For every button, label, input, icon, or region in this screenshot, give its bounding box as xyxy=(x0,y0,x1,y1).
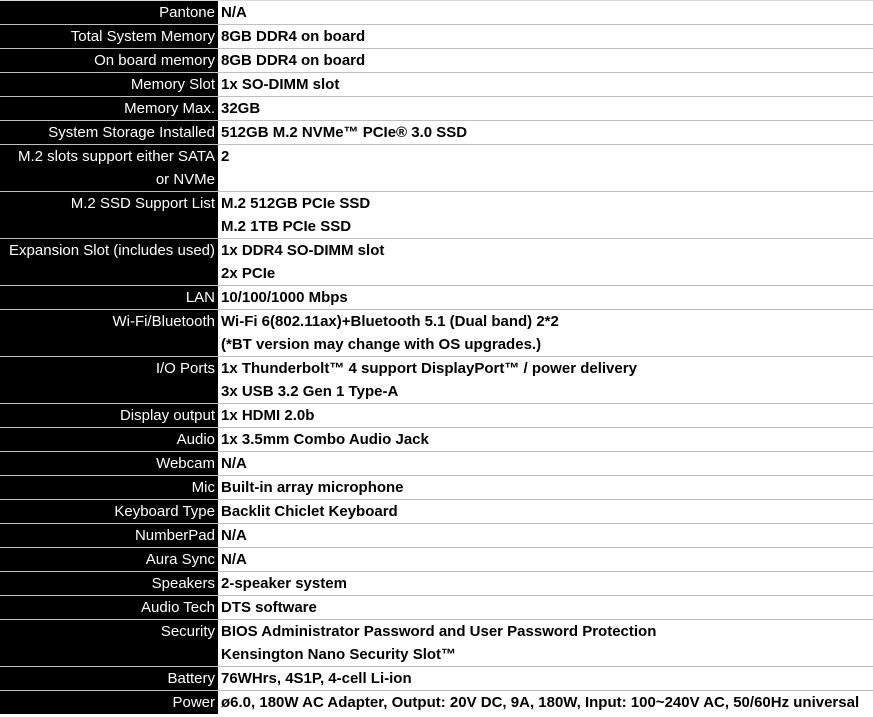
spec-value xyxy=(218,499,873,523)
spec-value xyxy=(218,96,873,120)
spec-label-text: M.2 SSD Support List xyxy=(70,195,215,212)
spec-label-text: Power xyxy=(172,694,215,711)
spec-label xyxy=(0,403,218,427)
spec-value-line: 8GB DDR4 on board xyxy=(221,28,366,45)
spec-value-line: 8GB DDR4 on board xyxy=(221,52,366,69)
spec-value-line: DTS software xyxy=(221,599,317,616)
spec-value-line xyxy=(221,168,873,191)
spec-value-line: 76WHrs, 4S1P, 4-cell Li-ion xyxy=(221,670,412,687)
spec-value xyxy=(218,619,873,666)
spec-value xyxy=(218,120,873,144)
spec-row xyxy=(0,96,873,120)
spec-label xyxy=(0,619,218,666)
spec-value-line: Wi-Fi 6(802.11ax)+Bluetooth 5.1 (Dual band) 2*2 xyxy=(221,313,559,330)
spec-label xyxy=(0,238,218,285)
spec-value-line: 1x 3.5mm Combo Audio Jack xyxy=(221,431,429,448)
spec-row xyxy=(0,144,873,191)
spec-label-text: Mic xyxy=(191,479,215,496)
spec-value-line: (*BT version may change with OS upgrades.) xyxy=(221,336,542,353)
spec-value xyxy=(218,666,873,690)
spec-row xyxy=(0,499,873,523)
spec-label xyxy=(0,356,218,403)
spec-label xyxy=(0,523,218,547)
spec-row xyxy=(0,285,873,309)
spec-label-text: Webcam xyxy=(156,455,215,472)
spec-label xyxy=(0,24,218,48)
spec-value-line: N/A xyxy=(221,4,247,21)
spec-value-line: 3x USB 3.2 Gen 1 Type-A xyxy=(221,383,399,400)
spec-row xyxy=(0,427,873,451)
spec-label xyxy=(0,72,218,96)
spec-row xyxy=(0,571,873,595)
spec-label xyxy=(0,427,218,451)
spec-row xyxy=(0,595,873,619)
spec-label-text: On board memory xyxy=(94,52,215,69)
spec-row xyxy=(0,475,873,499)
spec-value-line: 32GB xyxy=(221,100,261,117)
spec-label-text: Display output xyxy=(119,407,215,424)
spec-label xyxy=(0,285,218,309)
spec-row xyxy=(0,451,873,475)
spec-label xyxy=(0,191,218,238)
spec-value xyxy=(218,285,873,309)
spec-label xyxy=(0,690,218,714)
spec-value xyxy=(218,48,873,72)
spec-row xyxy=(0,120,873,144)
spec-value xyxy=(218,24,873,48)
spec-value xyxy=(218,72,873,96)
spec-label-text: Battery xyxy=(167,670,215,687)
spec-value xyxy=(218,571,873,595)
spec-row xyxy=(0,24,873,48)
spec-value-line: 2x PCIe xyxy=(221,265,276,282)
spec-label xyxy=(0,144,218,191)
spec-value-line: N/A xyxy=(221,527,247,544)
spec-label-line: M.2 slots support either SATA xyxy=(17,148,215,165)
spec-value xyxy=(218,144,873,191)
spec-value-line: 1x HDMI 2.0b xyxy=(221,407,315,424)
spec-row xyxy=(0,191,873,238)
spec-row xyxy=(0,523,873,547)
spec-label xyxy=(0,48,218,72)
spec-row xyxy=(0,356,873,403)
spec-value xyxy=(218,191,873,238)
spec-value-line: 1x SO-DIMM slot xyxy=(221,76,340,93)
spec-label-text: NumberPad xyxy=(134,527,215,544)
spec-value xyxy=(218,547,873,571)
spec-label-text: Aura Sync xyxy=(145,551,215,568)
spec-value xyxy=(218,356,873,403)
spec-label-text: Security xyxy=(160,623,215,640)
spec-value xyxy=(218,0,873,24)
spec-row xyxy=(0,238,873,285)
spec-value-line: Backlit Chiclet Keyboard xyxy=(221,503,398,520)
spec-label-text: Audio Tech xyxy=(141,599,215,616)
spec-label xyxy=(0,547,218,571)
spec-row xyxy=(0,403,873,427)
spec-value-line: N/A xyxy=(221,551,247,568)
spec-value xyxy=(218,309,873,356)
spec-label-text: Total System Memory xyxy=(70,28,215,45)
spec-value-line: Built-in array microphone xyxy=(221,479,404,496)
spec-value-line: 1x Thunderbolt™ 4 support DisplayPort™ / power delivery xyxy=(221,360,637,377)
spec-label xyxy=(0,96,218,120)
spec-value xyxy=(218,238,873,285)
spec-row xyxy=(0,547,873,571)
spec-label xyxy=(0,451,218,475)
spec-label-text: Pantone xyxy=(159,4,215,21)
spec-label xyxy=(0,595,218,619)
spec-value-line: M.2 1TB PCIe SSD xyxy=(221,218,352,235)
spec-label xyxy=(0,475,218,499)
spec-label-text: Keyboard Type xyxy=(114,503,215,520)
spec-value-line: M.2 512GB PCIe SSD xyxy=(221,195,371,212)
spec-label-text: I/O Ports xyxy=(155,360,215,377)
spec-label-text: System Storage Installed xyxy=(48,124,215,141)
spec-value-line: 1x DDR4 SO-DIMM slot xyxy=(221,242,385,259)
spec-value-line: N/A xyxy=(221,455,247,472)
spec-row xyxy=(0,690,873,714)
spec-value-line: 10/100/1000 Mbps xyxy=(221,289,348,306)
spec-value-line: 2-speaker system xyxy=(221,575,347,592)
spec-label-text: Expansion Slot (includes used) xyxy=(9,242,215,259)
spec-label-text: Audio xyxy=(176,431,215,448)
spec-row xyxy=(0,666,873,690)
spec-value-line: 2 xyxy=(221,148,230,165)
spec-label-text: Memory Slot xyxy=(130,76,215,93)
spec-value xyxy=(218,475,873,499)
spec-label-line: or NVMe xyxy=(155,171,215,188)
spec-value xyxy=(218,427,873,451)
spec-row xyxy=(0,619,873,666)
spec-label xyxy=(0,120,218,144)
spec-label-text: Memory Max. xyxy=(124,100,215,117)
spec-value xyxy=(218,523,873,547)
spec-row xyxy=(0,72,873,96)
spec-label xyxy=(0,666,218,690)
spec-label-text: LAN xyxy=(185,289,215,306)
spec-value xyxy=(218,690,873,714)
spec-row xyxy=(0,0,873,24)
spec-row xyxy=(0,48,873,72)
spec-label-text: Speakers xyxy=(151,575,215,592)
spec-value-line: ø6.0, 180W AC Adapter, Output: 20V DC, 9A, 180W, Input: 100~240V AC, 50/60Hz universal xyxy=(221,694,860,711)
spec-value-line: 512GB M.2 NVMe™ PCIe® 3.0 SSD xyxy=(221,124,468,141)
spec-row xyxy=(0,309,873,356)
spec-value-line: Kensington Nano Security Slot™ xyxy=(221,646,457,663)
spec-label xyxy=(0,309,218,356)
spec-label xyxy=(0,499,218,523)
spec-label-text: Wi-Fi/Bluetooth xyxy=(112,313,215,330)
spec-label xyxy=(0,0,218,24)
spec-value-line: BIOS Administrator Password and User Password Protection xyxy=(221,623,657,640)
spec-value xyxy=(218,451,873,475)
spec-label xyxy=(0,571,218,595)
spec-value xyxy=(218,403,873,427)
spec-value xyxy=(218,595,873,619)
